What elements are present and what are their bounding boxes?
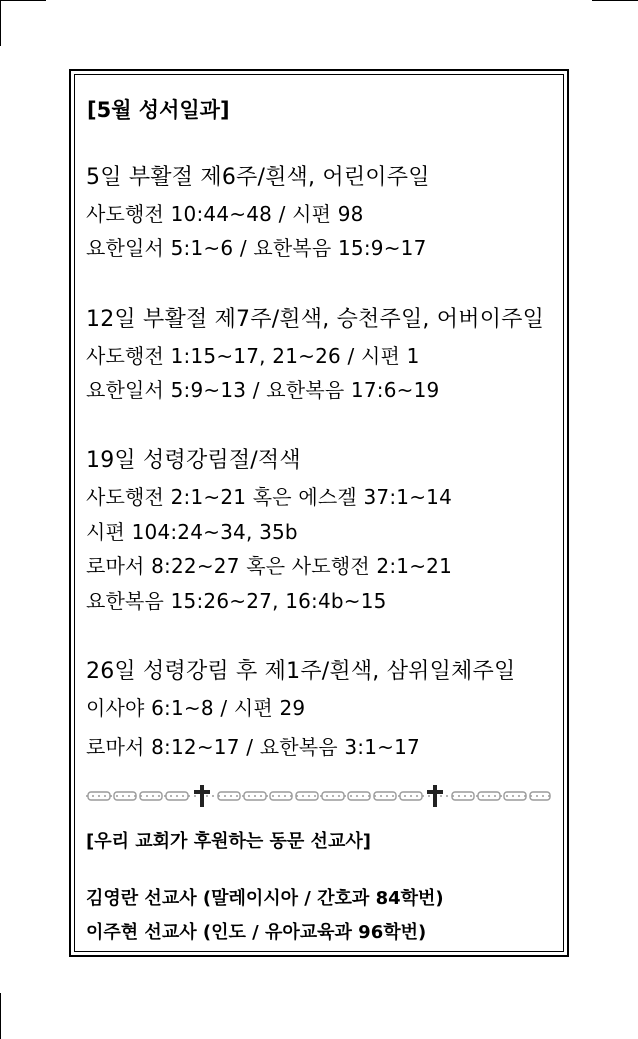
- missionary-item: 이주현 선교사 (인도 / 유아교육과 96학번): [86, 922, 427, 943]
- page-title: [5월 성서일과]: [87, 98, 230, 122]
- reading-line: 이사야 6:1~8 / 시편 29: [86, 696, 306, 720]
- reading-line: 요한일서 5:1~6 / 요한복음 15:9~17: [86, 236, 427, 260]
- crop-mark-top-left-h: [0, 0, 46, 1]
- missionary-item: 김영란 선교사 (말레이시아 / 간호과 84학번): [86, 888, 444, 909]
- week-heading: 12일 부활절 제7주/흰색, 승천주일, 어버이주일: [86, 307, 545, 332]
- crop-mark-bottom-left: [0, 993, 1, 1039]
- reading-line: 로마서 8:12~17 / 요한복음 3:1~17: [86, 735, 420, 759]
- reading-line: 사도행전 10:44~48 / 시편 98: [86, 202, 364, 226]
- chain-cross-divider: [86, 784, 552, 808]
- reading-line: 로마서 8:22~27 혹은 사도행전 2:1~21: [86, 554, 453, 578]
- chain-links: [86, 792, 552, 800]
- reading-line: 시편 104:24~34, 35b: [86, 520, 298, 544]
- crop-mark-top-left: [0, 0, 1, 46]
- reading-line: 사도행전 1:15~17, 21~26 / 시편 1: [86, 344, 420, 368]
- week-heading: 26일 성령강림 후 제1주/흰색, 삼위일체주일: [86, 659, 516, 684]
- missionaries-title: [우리 교회가 후원하는 동문 선교사]: [86, 831, 371, 852]
- week-heading: 5일 부활절 제6주/흰색, 어린이주일: [86, 165, 430, 190]
- crop-mark-top-right: [592, 0, 638, 1]
- reading-line: 요한일서 5:9~13 / 요한복음 17:6~19: [86, 378, 440, 402]
- reading-line: 요한복음 15:26~27, 16:4b~15: [86, 589, 387, 613]
- week-heading: 19일 성령강림절/적색: [86, 448, 301, 473]
- reading-line: 사도행전 2:1~21 혹은 에스겔 37:1~14: [86, 485, 453, 509]
